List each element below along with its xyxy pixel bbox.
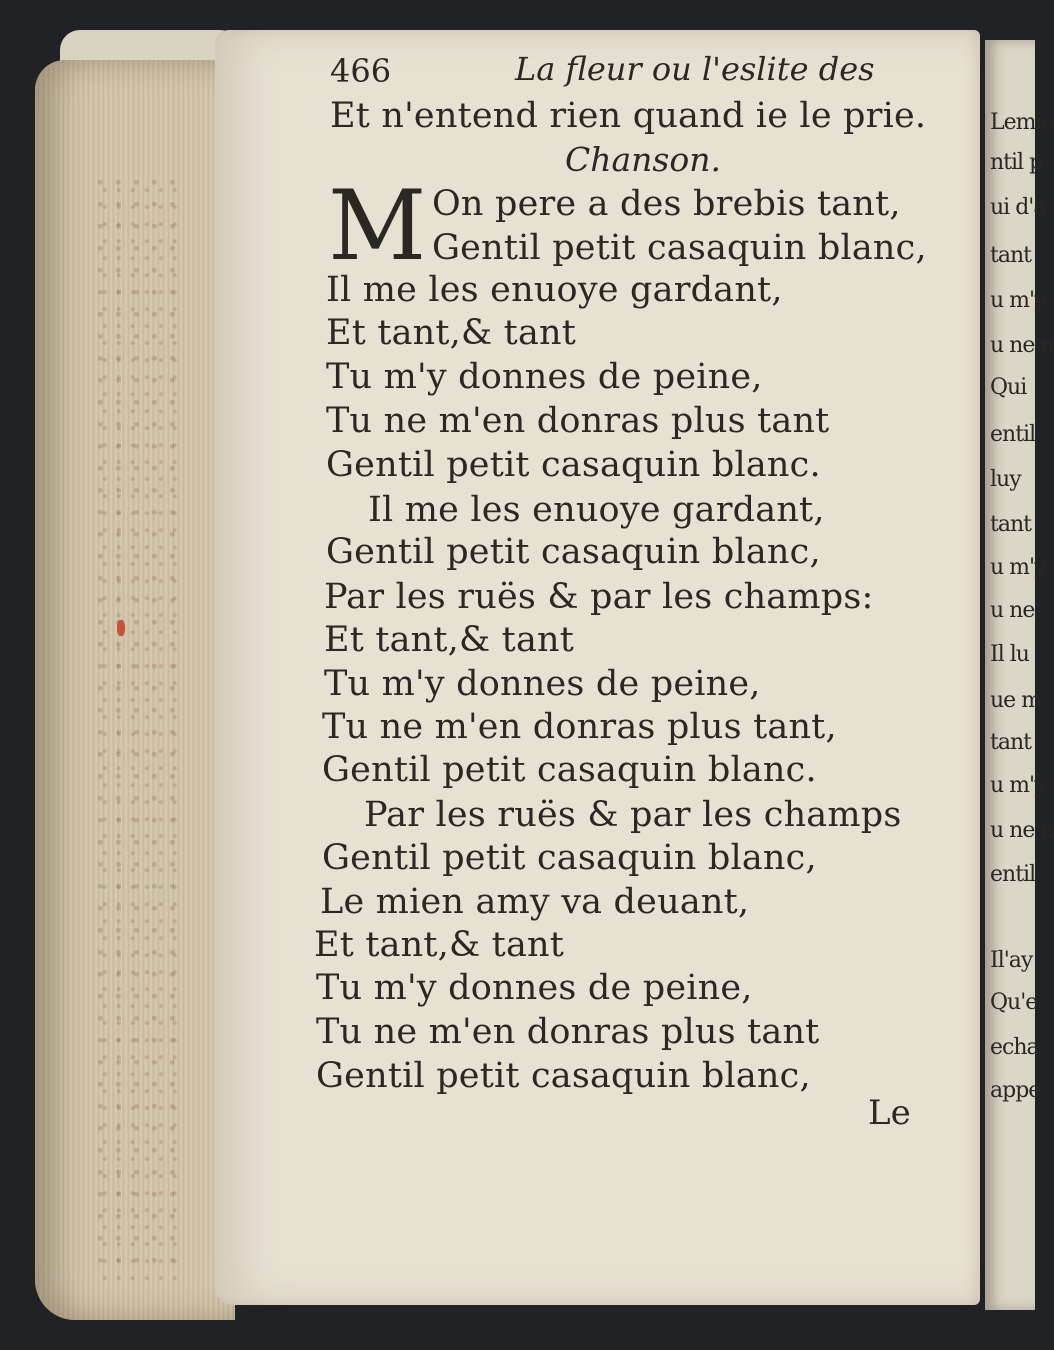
facing-fragment: ui d'a [990,195,1046,220]
facing-fragment: echa [990,1035,1039,1060]
text-line: Et tant,& tant [324,620,575,660]
facing-fragment: Qui [990,375,1027,400]
text-line: Tu ne m'en donras plus tant [326,401,830,441]
facing-fragment: ntil p [990,150,1043,175]
text-line: Gentil petit casaquin blanc, [316,1056,811,1096]
facing-fragment: Il'ay [990,948,1033,973]
text-line: Et n'entend rien quand ie le prie. [330,96,927,136]
text-line: Il me les enuoye gardant, [326,270,783,310]
text-line: Tu m'y donnes de peine, [326,357,763,397]
facing-fragment: ue m [990,688,1042,713]
text-line: Et tant,& tant [314,925,565,965]
text-line: Gentil petit casaquin blanc, [326,532,821,572]
facing-fragment: appe [990,1078,1041,1103]
text-line: Gentil petit casaquin blanc, [322,838,817,878]
text-line: Gentil petit casaquin blanc. [326,445,821,485]
facing-page [985,40,1038,1310]
page-number: 466 [330,52,392,90]
text-line: On pere a des brebis tant, [432,184,901,224]
section-heading: Chanson. [565,140,721,179]
facing-fragment: u ne n [990,333,1054,358]
facing-fragment: entil [990,862,1036,887]
facing-fragment: tant [990,512,1031,537]
text-line: Tu ne m'en donras plus tant [316,1012,820,1052]
text-line: Tu m'y donnes de peine, [316,968,753,1008]
facing-fragment: Il lu [990,642,1029,667]
text-line: Et tant,& tant [326,313,577,353]
facing-fragment: tant [990,730,1031,755]
running-title: La fleur ou l'eslite des [515,50,875,88]
text-line: Tu ne m'en donras plus tant, [322,707,837,747]
facing-fragment: u ne [990,598,1035,623]
text-line: Tu m'y donnes de peine, [324,664,761,704]
facing-fragment: u ne n [990,818,1054,843]
text-line: Par les ruës & par les champs [364,795,902,835]
book-fore-edge [35,60,235,1320]
red-stain [117,620,125,636]
facing-fragment: luy [990,467,1021,492]
text-line: Il me les enuoye gardant, [368,490,825,530]
facing-fragment: entil [990,422,1036,447]
facing-fragment: u m'y [990,555,1046,580]
facing-fragment: tant [990,243,1031,268]
edge-speckle [95,180,185,1280]
text-line: Le mien amy va deuant, [320,882,750,922]
catchword: Le [868,1093,911,1133]
facing-fragment: Lemie [990,110,1054,135]
text-line: Par les ruës & par les champs: [324,577,874,617]
text-line: Gentil petit casaquin blanc. [322,750,817,790]
text-line: Gentil petit casaquin blanc, [432,228,927,268]
facing-fragment: u m'y [990,288,1046,313]
drop-capital: M [328,170,427,282]
facing-fragment: Qu'e [990,990,1038,1015]
facing-fragment: u m'y [990,773,1046,798]
